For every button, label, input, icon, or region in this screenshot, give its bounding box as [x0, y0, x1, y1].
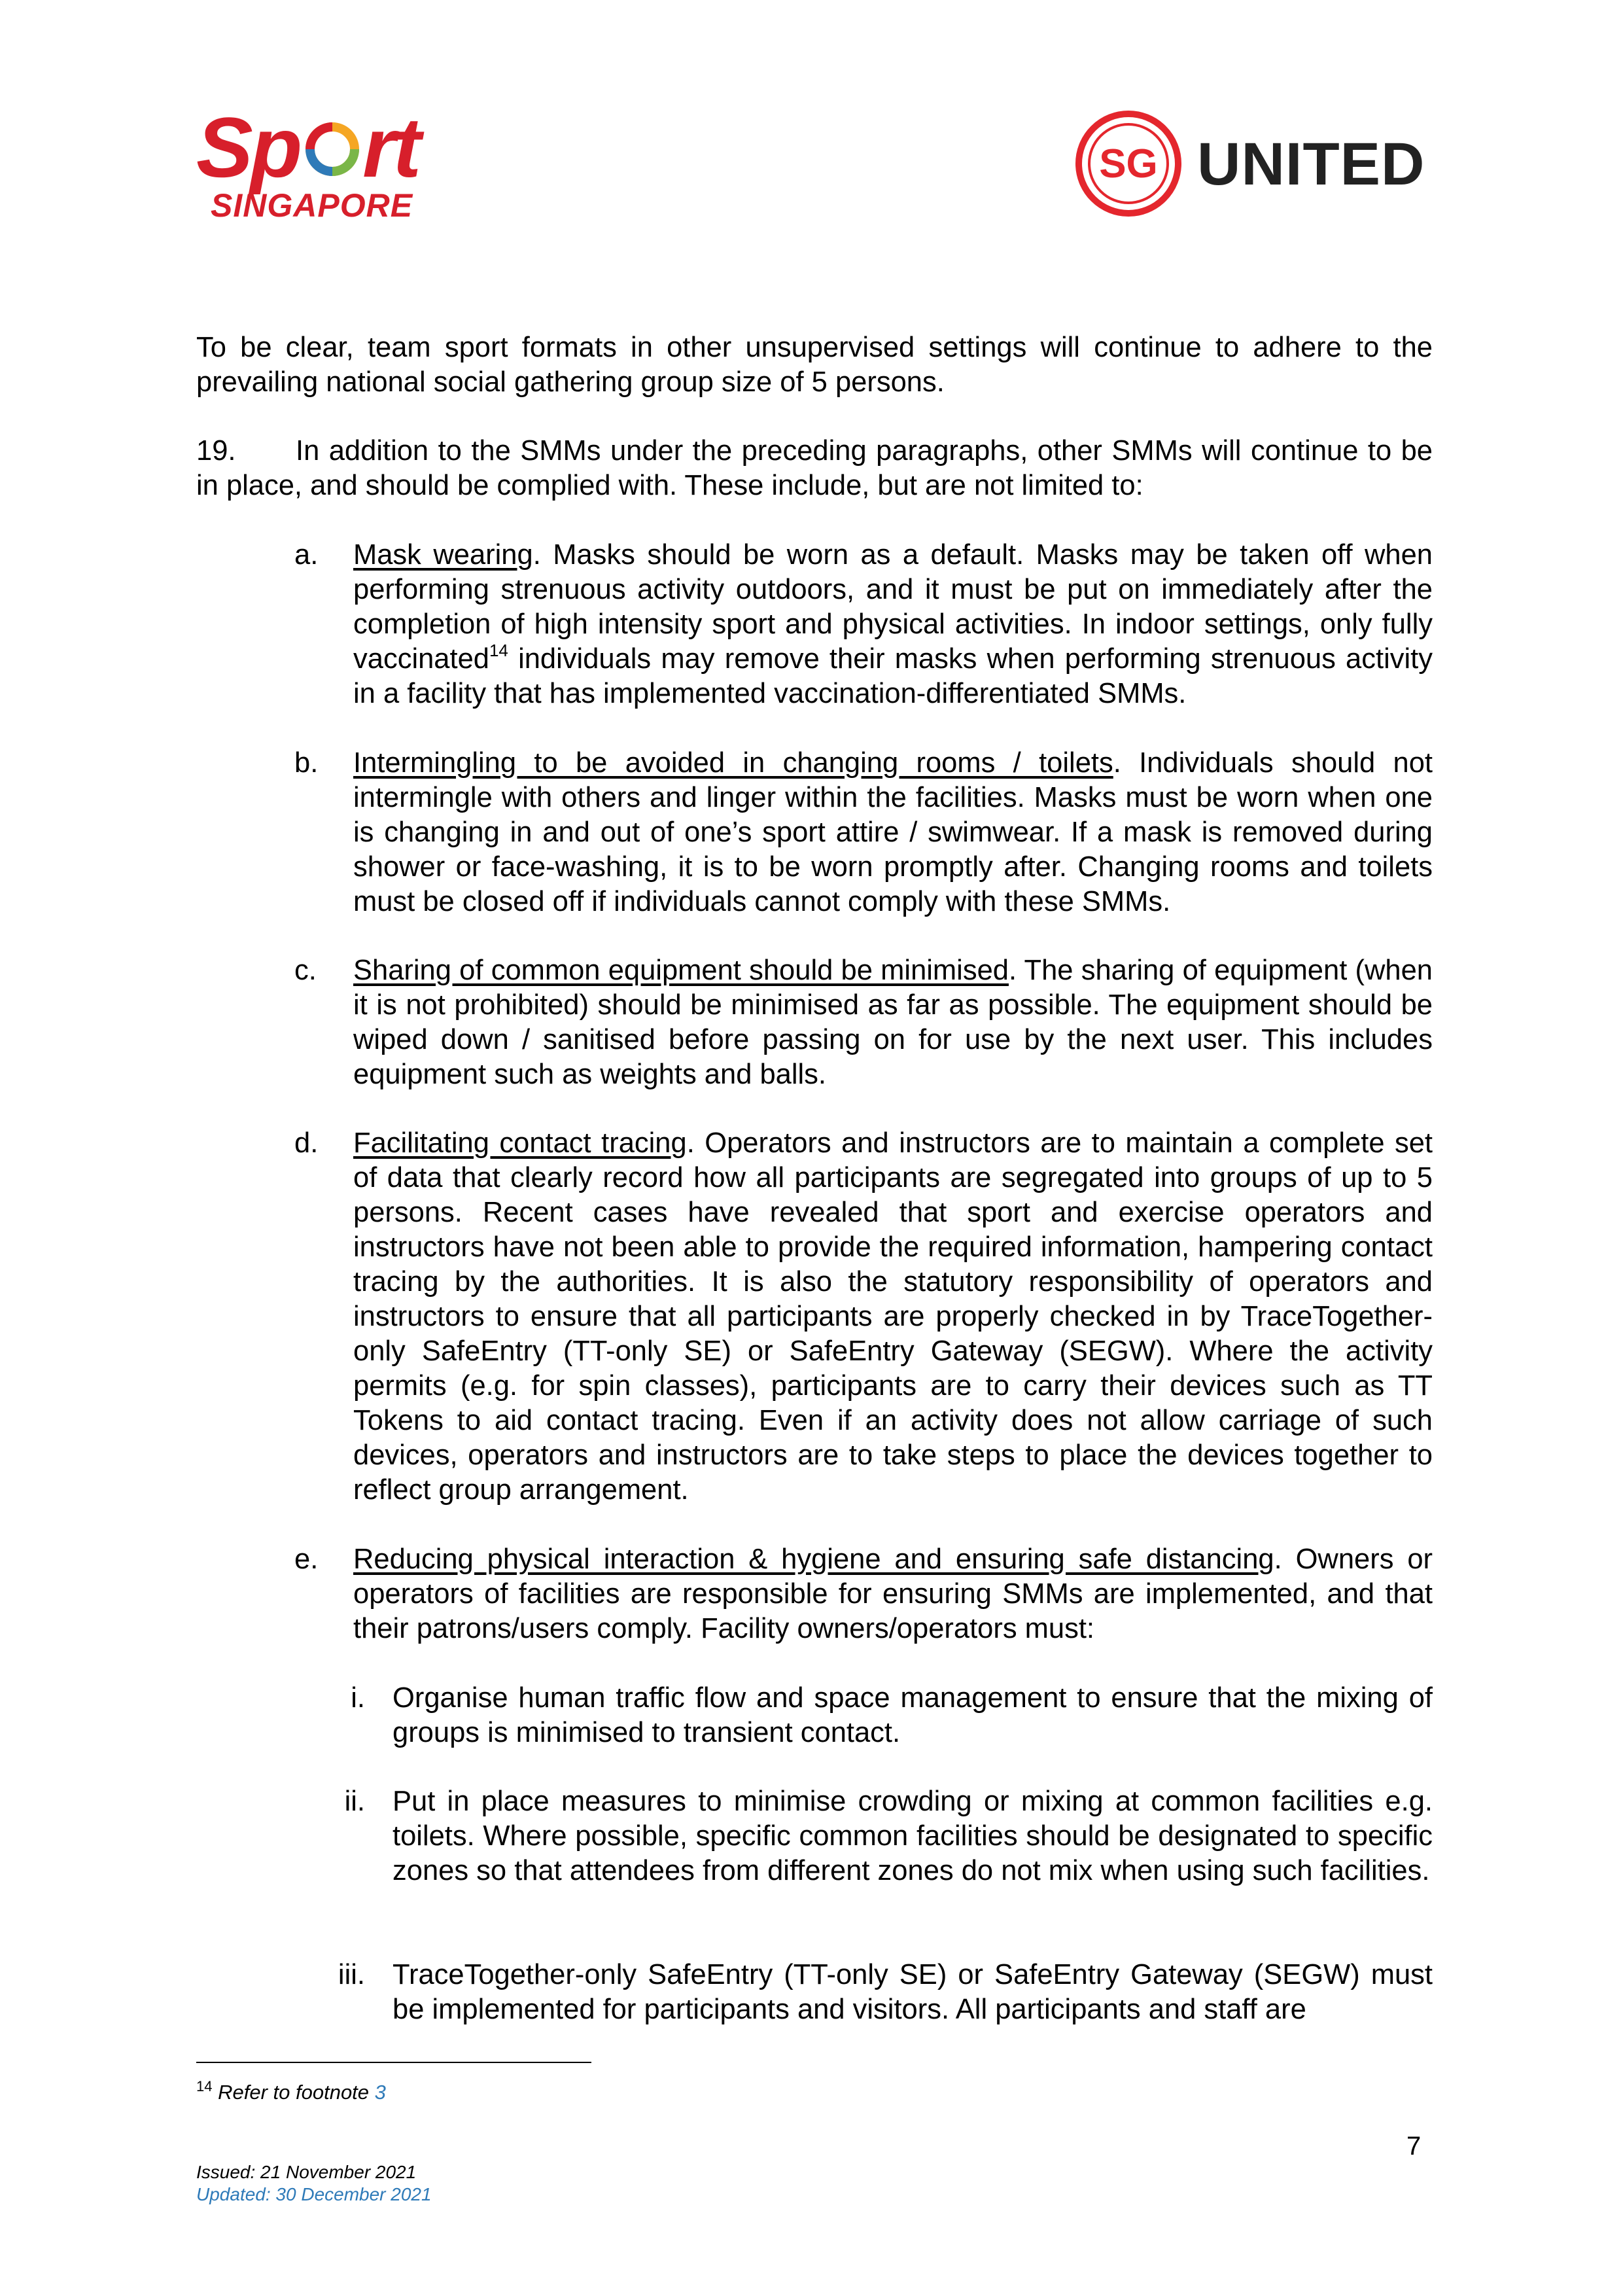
list-label: b. [294, 747, 319, 779]
item-text: . Operators and instructors are to maintain a complete set of data that clearly record how all participants are segregated into groups of up to 5 persons. Recent cases have revealed that sport and exercise operators and instructors have not been able to provide the required information, hampering contact tracing by the authorities. It is also the statutory responsibility of operators and instructors to ensure that all participants are properly checked in by TraceTogether-only SafeEntry (TT-only SE) or SafeEntry Gateway (SEGW). Where the activity permits (e.g. for spin classes), participants are to carry their devices such as TT Tokens to aid contact tracing. Even if an activity does not allow carriage of such devices, operators and instructors are to take steps to place the devices together to reflect group arrangement. [353, 1127, 1433, 1506]
item-heading: Mask wearing [353, 539, 533, 571]
list-item-body [353, 1542, 1433, 1646]
footnote-reference[interactable]: 14 [489, 641, 508, 660]
intro-paragraph: To be clear, team sport formats in other unsupervised settings will continue to adhere to the prevailing national social gathering group size of 5 persons. [196, 332, 1433, 398]
updated-date: Updated: 30 December 2021 [196, 2184, 432, 2204]
sg-united-logo [1073, 108, 1426, 219]
item-heading: Reducing physical interaction & hygiene and ensuring safe distancing [353, 1544, 1274, 1575]
list-item-body [353, 953, 1433, 1092]
item-heading: Sharing of common equipment should be minimised [353, 955, 1009, 986]
issued-date: Issued: 21 November 2021 [196, 2162, 417, 2182]
sub-item-label: i. [351, 1682, 365, 1714]
sub-item-label: ii. [344, 1786, 365, 1817]
page-number: 7 [1406, 2132, 1422, 2161]
sub-item-body: TraceTogether-only SafeEntry (TT-only SE) or SafeEntry Gateway (SEGW) must be implemented for participants and visitors. All participants and staff are [393, 1959, 1433, 2025]
item-text: . Masks should be worn as a default. Masks may be taken off when performing strenuous activity outdoors, and it must be put on immediately after the completion of high intensity sport and physical activities. In indoor settings, only fully vaccinated [353, 539, 1433, 675]
list-label: c. [294, 955, 317, 986]
item-heading: Intermingling to be avoided in changing rooms / toilets [353, 747, 1113, 779]
list-item-body [353, 746, 1433, 919]
item-text: . Owners or operators of facilities are responsible for ensuring SMMs are implemented, and that their patrons/users comply. Facility owners/operators must: [353, 1544, 1433, 1644]
item-text: . The sharing of equipment (when it is not prohibited) should be minimised as far as possible. The equipment should be wiped down / sanitised before passing on for use by the next user. This includes equipment such as weights and balls. [353, 955, 1433, 1090]
list-item-body [353, 538, 1433, 711]
footnote-divider [196, 2062, 591, 2063]
footnote-number: 14 [196, 2078, 213, 2094]
paragraph-number: 19. [196, 435, 236, 467]
sport-logo-wordmark: Sp rt [196, 99, 419, 195]
sg-circle-icon [1073, 108, 1184, 219]
list-item-body [353, 1126, 1433, 1508]
paragraph-19 [196, 434, 1433, 503]
item-text: . Individuals should not intermingle with others and linger within the facilities. Masks must be worn when one is changing in and out of one’s sport attire / swimwear. If a mask is removed during shower or face-washing, it is to be worn promptly after. Changing rooms and toilets must be closed off if individuals cannot comply with these SMMs. [353, 747, 1433, 917]
list-label: d. [294, 1127, 319, 1159]
footnote-text: Refer to footnote [218, 2081, 375, 2104]
sport-singapore-logo [196, 99, 445, 229]
sg-united-wordmark: UNITED [1197, 131, 1425, 198]
sub-item-body: Organise human traffic flow and space management to ensure that the mixing of groups is minimised to transient contact. [393, 1682, 1433, 1748]
item-text-continued: individuals may remove their masks when performing strenuous activity in a facility that has implemented vaccination-differentiated SMMs. [353, 643, 1433, 709]
sub-item-label: iii. [338, 1959, 365, 1990]
sport-logo-subtitle: SINGAPORE [211, 187, 413, 224]
item-heading: Facilitating contact tracing [353, 1127, 687, 1159]
list-label: e. [294, 1544, 319, 1575]
footnote-link[interactable]: 3 [374, 2081, 386, 2104]
sub-item-body: Put in place measures to minimise crowding or mixing at common facilities e.g. toilets. Where possible, specific common facilities should be designated to specific zones so that attendees from different zones do not mix when using such facilities. [393, 1786, 1433, 1886]
list-label: a. [294, 539, 319, 571]
footnote [196, 2079, 386, 2106]
sport-logo-o-icon [301, 114, 364, 179]
paragraph-19-text: In addition to the SMMs under the preceding paragraphs, other SMMs will continue to be in place, and should be complied with. These include, but are not limited to: [196, 435, 1433, 501]
sg-circle-text: SG [1099, 141, 1158, 186]
